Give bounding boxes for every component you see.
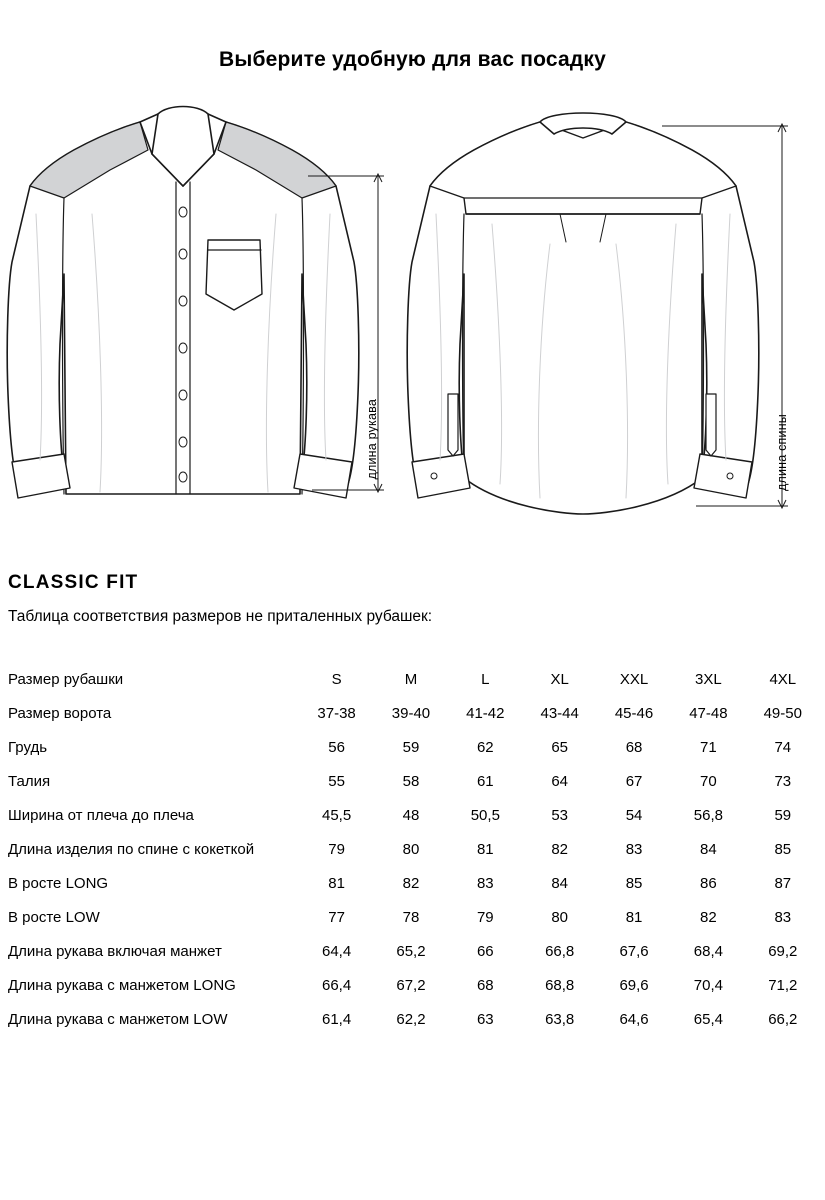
cell: 66 xyxy=(476,942,494,960)
row-label: Длина рукава с манжетом LONG xyxy=(8,976,236,994)
cell: 53 xyxy=(551,806,569,824)
cell: 50,5 xyxy=(470,806,500,824)
cell: 87 xyxy=(774,874,792,892)
cell: 68,4 xyxy=(693,942,723,960)
page-title: Выберите удобную для вас посадку xyxy=(218,48,607,71)
row-label: В росте LONG xyxy=(8,874,109,892)
cell: 58 xyxy=(402,772,420,790)
table-column-xxl: XXL xyxy=(619,670,649,688)
table-column-l: L xyxy=(481,670,490,688)
row-label: Грудь xyxy=(8,738,48,756)
cell: 59 xyxy=(774,806,792,824)
cell: 41-42 xyxy=(466,704,505,722)
row-label: Длина изделия по спине с кокеткой xyxy=(8,840,255,858)
fit-description: Таблица соответствия размеров не приталенных рубашек: xyxy=(8,608,433,625)
cell: 64 xyxy=(551,772,569,790)
cell: 43-44 xyxy=(540,704,579,722)
cell: 79 xyxy=(328,840,345,858)
table-row xyxy=(8,1002,820,1036)
table-column-m: M xyxy=(404,670,418,688)
cell: 61,4 xyxy=(322,1010,352,1028)
table-column-xl: XL xyxy=(550,670,569,688)
cell: 68,8 xyxy=(545,976,575,994)
cell: 85 xyxy=(625,874,643,892)
cell: 65 xyxy=(551,738,569,756)
row-label: В росте LOW xyxy=(8,908,100,926)
cell: 61 xyxy=(476,772,494,790)
cell: 49-50 xyxy=(763,704,802,722)
row-label: Ширина от плеча до плеча xyxy=(8,806,194,824)
size-table xyxy=(8,662,820,1036)
row-label: Размер ворота xyxy=(8,704,112,722)
cell: 54 xyxy=(625,806,643,824)
table-row xyxy=(8,764,820,798)
cell: 63,8 xyxy=(545,1010,575,1028)
cell: 82 xyxy=(700,908,717,926)
cell: 55 xyxy=(328,772,345,790)
cell: 45,5 xyxy=(322,806,352,824)
cell: 80 xyxy=(402,840,420,858)
cell: 70,4 xyxy=(693,976,723,994)
back-length-label: длина спины xyxy=(775,414,789,491)
cell: 84 xyxy=(700,840,717,858)
cell: 81 xyxy=(476,840,494,858)
front-shirt-icon xyxy=(0,94,400,564)
cell: 66,8 xyxy=(545,942,575,960)
cell: 69,2 xyxy=(768,942,798,960)
cell: 78 xyxy=(402,908,420,926)
cell: 81 xyxy=(625,908,643,926)
cell: 67,6 xyxy=(619,942,649,960)
table-row xyxy=(8,798,820,832)
row-label: Длина рукава включая манжет xyxy=(8,942,222,960)
cell: 79 xyxy=(476,908,494,926)
cell: 45-46 xyxy=(614,704,654,722)
cell: 86 xyxy=(700,874,717,892)
cell: 39-40 xyxy=(391,704,431,722)
cell: 84 xyxy=(551,874,569,892)
cell: 81 xyxy=(328,874,345,892)
row-label: Талия xyxy=(8,772,51,790)
table-column-3xl: 3XL xyxy=(695,670,722,688)
cell: 64,4 xyxy=(322,942,352,960)
cell: 69,6 xyxy=(619,976,649,994)
cell: 56 xyxy=(328,738,345,756)
cell: 83 xyxy=(476,874,494,892)
cell: 73 xyxy=(774,772,792,790)
fit-title: CLASSIC FIT xyxy=(8,572,139,593)
table-column-4xl: 4XL xyxy=(769,670,797,688)
table-row xyxy=(8,832,820,866)
cell: 47-48 xyxy=(689,704,728,722)
cell: 59 xyxy=(402,738,420,756)
cell: 66,2 xyxy=(768,1010,798,1028)
cell: 82 xyxy=(402,874,420,892)
row-label: Длина рукава с манжетом LOW xyxy=(8,1010,228,1028)
table-column-s: S xyxy=(331,670,342,688)
cell: 83 xyxy=(625,840,643,858)
table-row xyxy=(8,730,820,764)
cell: 74 xyxy=(774,738,792,756)
back-shirt-icon xyxy=(400,94,800,564)
cell: 70 xyxy=(700,772,717,790)
cell: 66,4 xyxy=(322,976,352,994)
table-row xyxy=(8,866,820,900)
cell: 71,2 xyxy=(768,976,798,994)
cell: 82 xyxy=(551,840,569,858)
cell: 48 xyxy=(402,806,420,824)
table-header-row xyxy=(8,662,820,696)
cell: 68 xyxy=(625,738,643,756)
cell: 77 xyxy=(328,908,345,926)
cell: 63 xyxy=(476,1010,494,1028)
cell: 85 xyxy=(774,840,792,858)
table-row xyxy=(8,934,820,968)
sleeve-length-label: длина рукава xyxy=(365,399,379,480)
cell: 80 xyxy=(551,908,569,926)
table-row xyxy=(8,696,820,730)
cell: 62 xyxy=(476,738,494,756)
cell: 71 xyxy=(700,738,717,756)
fit-section xyxy=(0,572,825,626)
cell: 67,2 xyxy=(396,976,426,994)
cell: 65,4 xyxy=(693,1010,723,1028)
cell: 37-38 xyxy=(317,704,356,722)
table-row xyxy=(8,968,820,1002)
cell: 64,6 xyxy=(619,1010,649,1028)
cell: 83 xyxy=(774,908,792,926)
cell: 62,2 xyxy=(396,1010,426,1028)
cell: 67 xyxy=(625,772,643,790)
shirt-illustration xyxy=(0,94,825,564)
cell: 65,2 xyxy=(396,942,426,960)
cell: 68 xyxy=(476,976,494,994)
table-header-label: Размер рубашки xyxy=(8,670,124,688)
cell: 56,8 xyxy=(693,806,723,824)
table-row xyxy=(8,900,820,934)
